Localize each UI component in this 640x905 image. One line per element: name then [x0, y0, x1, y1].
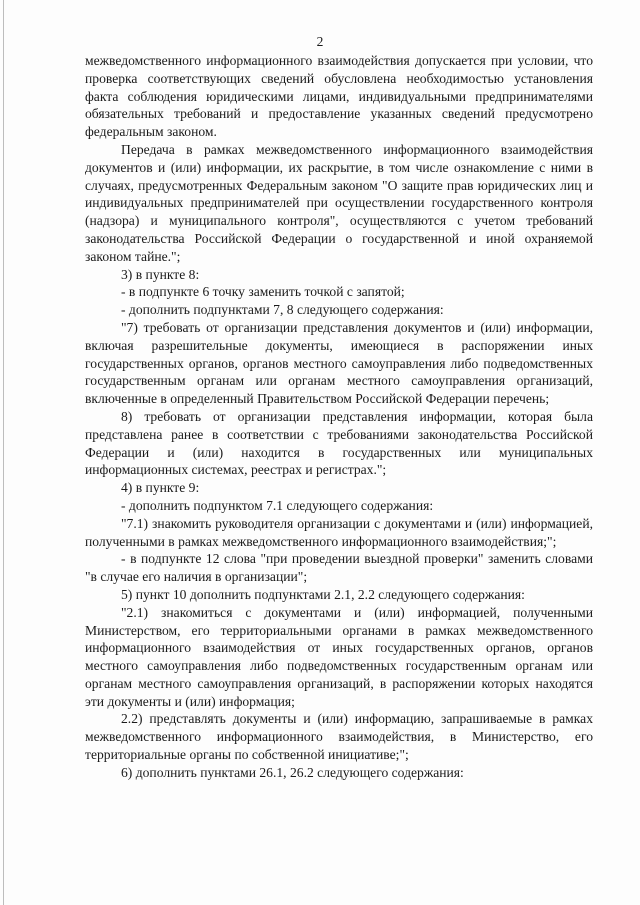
paragraph: Передача в рамках межведомственного информационного взаимодействия документов и (или) информации, их раскрытие, в том числе ознакомление с ними в случаях, предусмотренных Федеральным законом "О защите прав юридических лиц и индивидуальных предпринимателей при осуществлении государственного контроля (надзора) и муниципального контроля", осуществляются с учетом требований законодательства Российской Федерации о государственной и иной охраняемой законом тайне."; — [85, 141, 593, 264]
paragraph: 5) пункт 10 дополнить подпунктами 2.1, 2.2 следующего содержания: — [121, 586, 525, 602]
paragraph: "2.1) знакомиться с документами и (или) информацией, полученными Министерством, его территориальными органами в рамках межведомственного информационного взаимодействия от иных государственных органов, органов местного самоуправления либо подведомственных государственным органам или органам местного самоуправления организаций, в распоряжении которых находятся эти документы и (или) информация; — [85, 604, 593, 709]
document-body — [85, 52, 593, 782]
paragraph: 2.2) представлять документы и (или) информацию, запрашиваемые в рамках межведомственного информационного взаимодействия, в Министерство, его территориальные органы по собственной инициативе;"; — [85, 711, 593, 763]
paragraph: межведомственного информационного взаимодействия допускается при условии, что проверка соответствующих сведений обусловлена необходимостью установления факта соблюдения юридическими лицами, индивидуальными предпринимателями обязательных требований и предоставление указанных сведений предусмотрено федеральным законом. — [85, 53, 593, 140]
paragraph: - дополнить подпунктами 7, 8 следующего содержания: — [121, 302, 444, 318]
paragraph: 4) в пункте 9: — [121, 480, 200, 496]
paragraph: "7) требовать от организации представления документов и (или) информации, включая разрешительные документы, имеющиеся в распоряжении иных государственных органов, органов местного самоуправления либо подведомственных государственным органам или органам местного самоуправления организаций, включенные в определенный Правительством Российской Федерации перечень; — [85, 319, 593, 407]
paragraph: 8) требовать от организации представления информации, которая была представлена ранее в соответствии с требованиями законодательства Российской Федерации и (или) находится в государственных или муниципальных информационных системах, реестрах и регистрах."; — [85, 408, 593, 478]
paragraph: 6) дополнить пунктами 26.1, 26.2 следующего содержания: — [121, 764, 464, 780]
scan-edge-line — [3, 0, 4, 905]
page-number: 2 — [316, 34, 324, 49]
paragraph: 3) в пункте 8: — [121, 266, 200, 282]
paragraph: "7.1) знакомить руководителя организации с документами и (или) информацией, полученными в рамках межведомственного информационного взаимодействия;"; — [85, 515, 593, 549]
paragraph: - в подпункте 6 точку заменить точкой с запятой; — [121, 284, 405, 300]
paragraph: - в подпункте 12 слова "при проведении выездной проверки" заменить словами "в случае его наличия в организации"; — [85, 551, 593, 585]
paragraph: - дополнить подпунктом 7.1 следующего содержания: — [121, 497, 434, 513]
